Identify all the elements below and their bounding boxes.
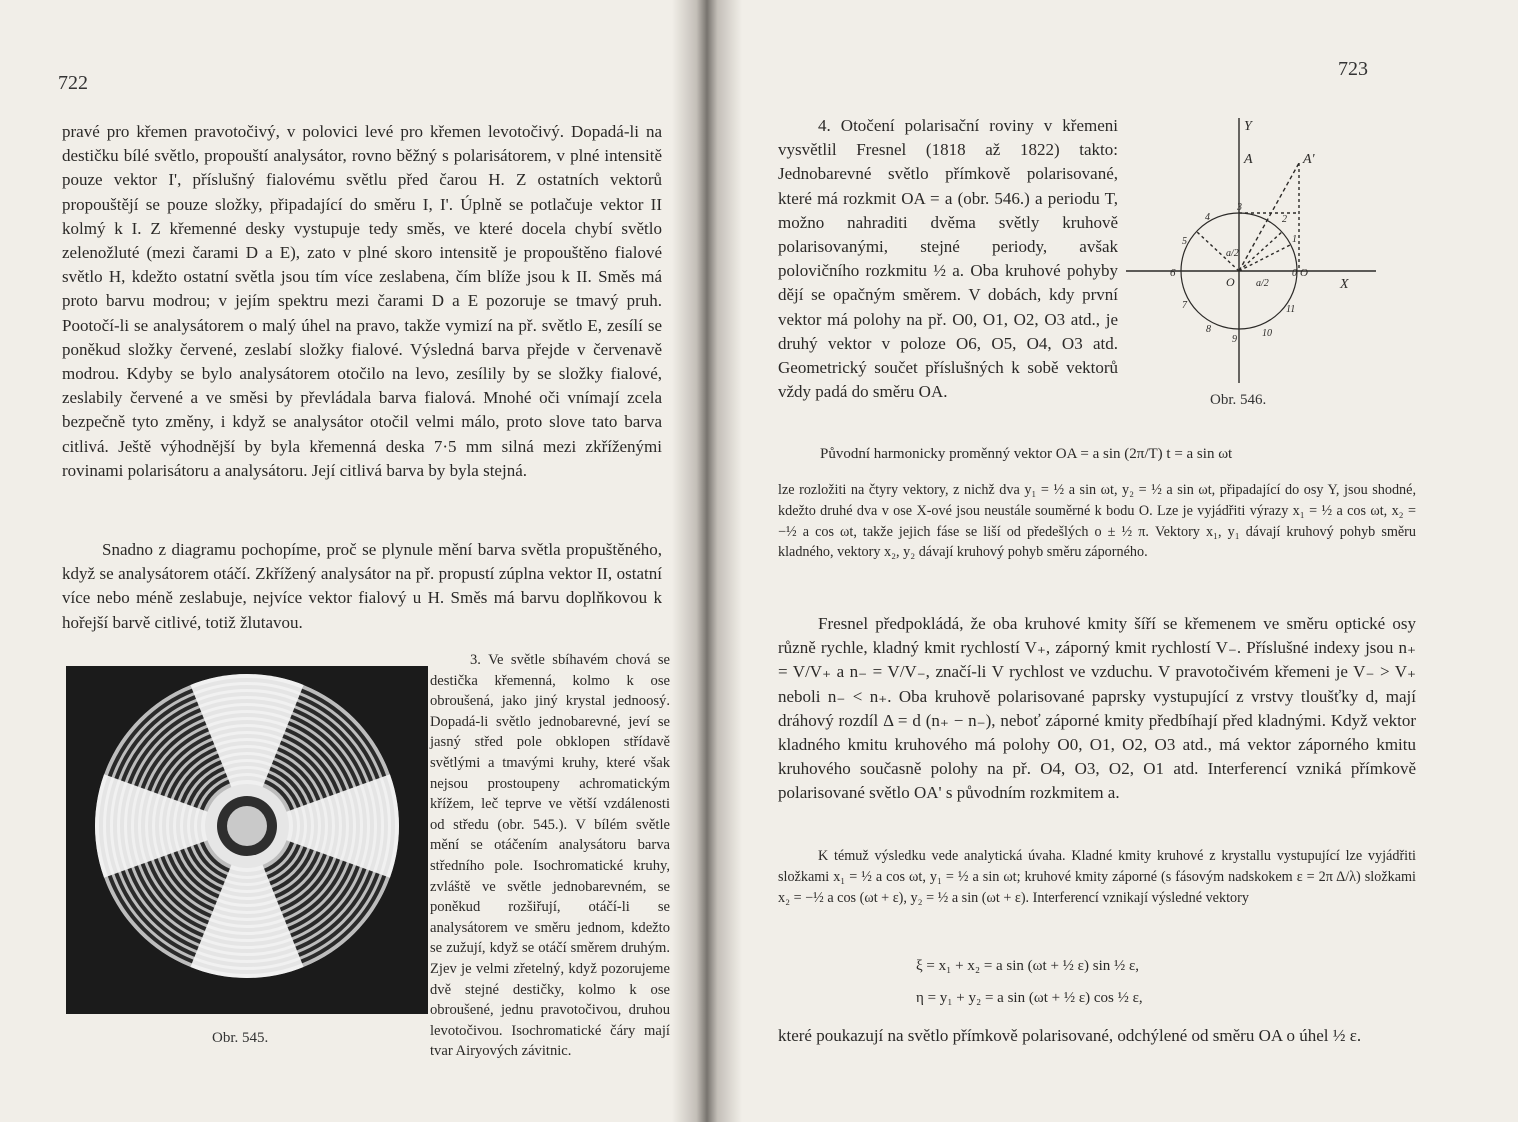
paragraph-text: 4. Otočení polarisační roviny v křemeni vysvětlil Fresnel (1818 až 1822) takto: Jednobarevné světlo přímkově polarisované, které má rozkmit OA = a (obr. 546.) a periodu T, možno nahraditi dvěma světly kruhově polarisovanými, stejné periody, avšak polovičního rozkmitu ½ a. Oba kruhové pohyby dějí se opačným směrem. V dobách, kdy první vektor má polohy na př. O0, O1, O2, O3 atd., je druhý vektor v poloze O6, O5, O4, O3 atd. Geometrický součet příslušných k sobě vektorů vždy padá do směru OA. [778, 116, 1118, 402]
label-3: 3 [1237, 202, 1242, 213]
label-11: 11 [1286, 304, 1296, 315]
figure-546-diagram [1126, 118, 1376, 388]
label-a: A [1244, 152, 1253, 167]
label-1: 1 [1292, 234, 1297, 245]
label-half-a-right: a/2 [1256, 278, 1269, 289]
paragraph-text: pravé pro křemen pravotočivý, v polovici levé pro křemen levotočivý. Dopadá-li na destičku bílé světlo, propouští analysátor, rovno běžný s polarisátorem, v plné intensitě pouze vektor I', příslušný fialovému světlu před čarou H. Z ostatních vektorů propouštějí se pouze složky, připadající do směru I, I'. Úplně se potlačuje vektor II kolmý k I. Z křemenné desky vystupuje tedy směs, ve které docela chybí světlo zelenožluté (mezi čarami D a E), zato v plné skoro intensitě je propouštěno fialové světlo H, kdežto ostatní světla jsou tím více zeslabena, čím blíže jsou k II. Směs má proto barvu modrou; v jejím spektru mezi čarami D a E pozoruje se tmavý pruh. Pootočí-li se analysátorem o malý úhel na pravo, takže vymizí na př. světlo E, zesílí se poněkud složky červené, zeslabí složky fialové. Výsledná barva přejde v červenavě modrou. Kdyby se bylo analysátorem otočilo na levo, zesílily by se složky fialové, zeslabily červené a ve směsi by převládala barva fialová. Mnohé oči vnímají zcela bezpečně tyto změny, i když se analysátor otočil velmi málo, proto slove tato barva citlivá. Ještě výhodnější by byla křemenná deska 7·5 mm silná mezi zkříženými rovinami polarisátoru a analysátoru. Její citlivá barva by byla stejná. [62, 122, 662, 480]
equation-xi: ξ = x₁ + x₂ = a sin (ωt + ½ ε) sin ½ ε, [916, 958, 1140, 974]
left-page [0, 0, 706, 1122]
right-paragraph-4 [778, 114, 1118, 404]
label-o-right: O [1300, 267, 1308, 279]
page-number-left: 722 [58, 72, 88, 94]
label-o-center: O [1226, 275, 1235, 289]
paragraph-text: K témuž výsledku vede analytická úvaha. Kladné kmity kruhové z krystallu vystupující lze vyjádřiti složkami x₁ = ½ a cos ωt, y₁ = ½ a sin ωt; kruhové kmity záporné (s fásovým nadskokem ε = 2π Δ/λ) složkami x₂ = −½ a cos (ωt + ε), y₂ = ½ a sin (ωt + ε). Interferencí vznikají výsledné vektory [778, 848, 1416, 906]
label-9: 9 [1232, 334, 1237, 345]
label-7: 7 [1182, 300, 1187, 311]
figure-545-photo [66, 666, 428, 1014]
label-x: X [1340, 277, 1349, 292]
paragraph-text: lze rozložiti na čtyry vektory, z nichž dva y₁ = ½ a sin ωt, y₂ = ½ a sin ωt, připadající do osy Y, jsou shodné, kdežto druhé dva v ose X-ové jsou neustále souměrné k bodu O. Lze je vyjádřiti výrazy x₁ = ½ a cos ωt, x₂ = −½ a cos ωt, takže jejich fáse se liší od předešlých o ± ½ π. Vektory x₁, y₁ dávají kruhový pohyb směru kladného, vektory x₂, y₂ dávají kruhový pohyb směru záporného. [778, 482, 1416, 561]
label-5: 5 [1182, 236, 1187, 247]
right-paragraph-5 [778, 612, 1416, 806]
right-small-2 [778, 846, 1416, 908]
equation-eta: η = y₁ + y₂ = a sin (ωt + ½ ε) cos ½ ε, [916, 990, 1143, 1006]
isochromatic-rings-image [66, 666, 428, 1014]
label-0: 0 [1292, 268, 1297, 279]
label-half-a-left: a/2 [1226, 248, 1239, 259]
formula-intro: Původní harmonicky proměnný vektor OA = a sin (2π/T) t = a sin ωt [820, 446, 1233, 462]
label-10: 10 [1262, 328, 1272, 339]
figure-545-caption: Obr. 545. [212, 1030, 269, 1046]
label-8: 8 [1206, 324, 1211, 335]
label-4: 4 [1205, 212, 1210, 223]
paragraph-text: 3. Ve světle sbíhavém chová se destička křemenná, kolmo k ose obroušená, jako jiný krystal jednoosý. Dopadá-li světlo jednobarevné, jeví se jasný střed pole obklopen střídavě světlými a tmavými kruhy, které však nejsou prostoupeny achromatickým křížem, leč teprve ve větší vzdálenosti od středu (obr. 545.). V bílém světle mění se otáčením analysátoru barva středního pole. Isochromatické kruhy, zvláště ve světle jednobarevném, se poněkud rozšiřují, otáčí-li se analysátorem ve směru jednom, kdežto se zužují, když se otáčí směrem druhým. Zjev je velmi zřetelný, když pozorujeme dvě stejné destičky, kolmo k ose obroušené, jednu pravotočivou, druhou levotočivou. Isochromatické čáry mají tvar Airyových závitnic. [430, 652, 670, 1060]
paragraph-text: Snadno z diagramu pochopíme, proč se plynule mění barva světla propuštěného, když se analysátorem otáčí. Zkřížený analysátor na př. propustí zúplna vektor II, ostatní více nebo méně zeslabuje, nejvíce vektor fialový u H. Směs má barvu doplňkovou k hořejší barvě citlivé, totiž žlutavou. [62, 540, 662, 632]
book-gutter [672, 0, 742, 1122]
label-a-prime: A' [1303, 152, 1315, 167]
vector-oa-prime [1239, 163, 1299, 271]
left-paragraph-3 [430, 650, 670, 1062]
label-y: Y [1244, 119, 1252, 134]
left-paragraph-1 [62, 120, 662, 483]
left-paragraph-2 [62, 538, 662, 635]
right-page [706, 0, 1518, 1122]
right-small-1 [778, 480, 1416, 563]
paragraph-text: Fresnel předpokládá, že oba kruhové kmity šíří se křemenem ve směru optické osy různě rychle, kladný kmit rychlostí V₊, záporný kmit rychlostí V₋. Příslušné indexy jsou n₊ = V/V₊ a n₋ = V/V₋, značí-li V rychlost ve vzduchu. V pravotočivém křemeni je V₋ > V₊ neboli n₋ < n₊. Oba kruhově polarisované paprsky vystupující z vrstvy tloušťky d, mají dráhový rozdíl Δ = d (n₊ − n₋), neboť záporné kmity předbíhají před kladnými. Když vektor kladného kmitu kruhového má polohy O0, O1, O2, O3 atd., má vektor záporného kmitu kruhového současně polohy na př. O4, O3, O2, O1 atd. Interferencí vzniká přímkově polarisované světlo OA' s původním rozkmitem a. [778, 614, 1416, 803]
figure-546-caption: Obr. 546. [1210, 392, 1267, 408]
paragraph-text: které poukazují na světlo přímkově polarisované, odchýlené od směru OA o úhel ½ ε. [778, 1026, 1362, 1045]
right-closing [778, 1024, 1416, 1048]
label-6: 6 [1170, 267, 1176, 279]
label-2: 2 [1282, 214, 1287, 225]
page-number-right: 723 [1338, 58, 1368, 80]
